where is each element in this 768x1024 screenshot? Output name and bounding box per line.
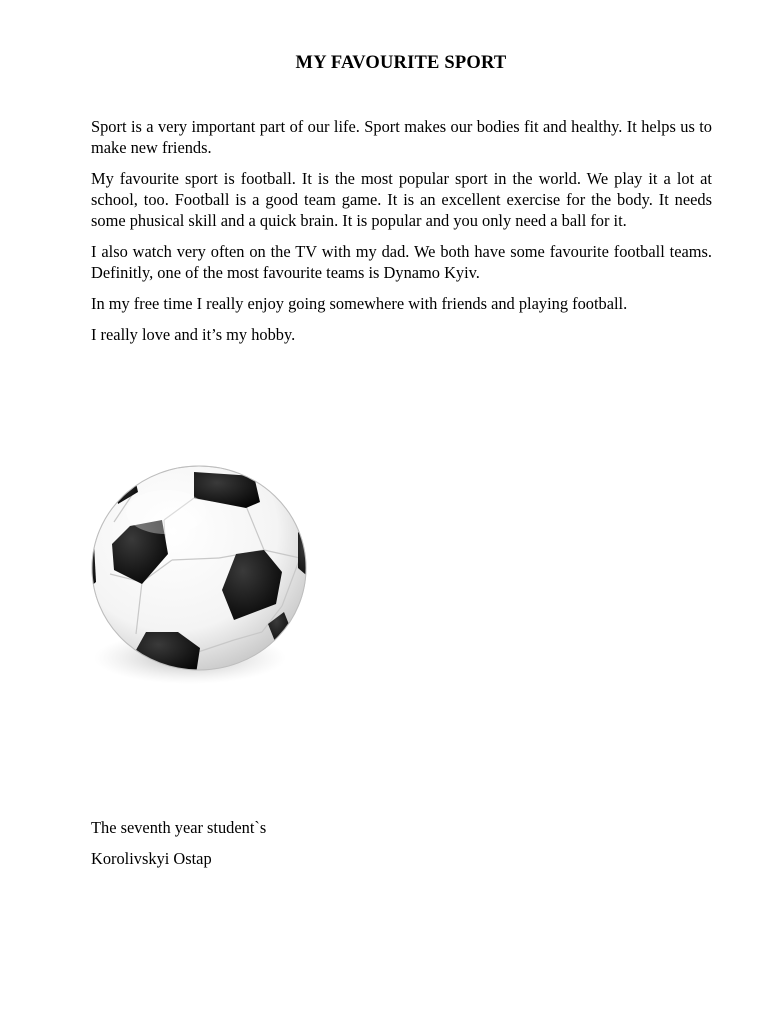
paragraph-3: I also watch very often on the TV with my dad. We both have some favourite football teams. Definitly, one of the most favourite teams is Dynamo Kyiv. — [91, 242, 712, 282]
essay-body — [91, 116, 712, 355]
paragraph-2: My favourite sport is football. It is the most popular sport in the world. We play it a lot at school, too. Football is a good team game. It is an excellent exercise for the body. It needs some phusical skill and a quick brain. It is popular and you only need a ball for it. — [91, 169, 712, 230]
signature-line-1: The seventh year student`s — [91, 818, 267, 837]
paragraph-1: Sport is a very important part of our life. Sport makes our bodies fit and healthy. It helps us to make new friends. — [91, 117, 712, 157]
paragraph-4: In my free time I really enjoy going somewhere with friends and playing football. — [91, 294, 628, 313]
signature-block — [91, 817, 491, 879]
soccer-ball-icon — [86, 462, 312, 688]
signature-name: Korolivskyi Ostap — [91, 849, 212, 868]
page-title: MY FAVOURITE SPORT — [295, 53, 507, 73]
paragraph-5: I really love and it’s my hobby. — [91, 325, 296, 344]
